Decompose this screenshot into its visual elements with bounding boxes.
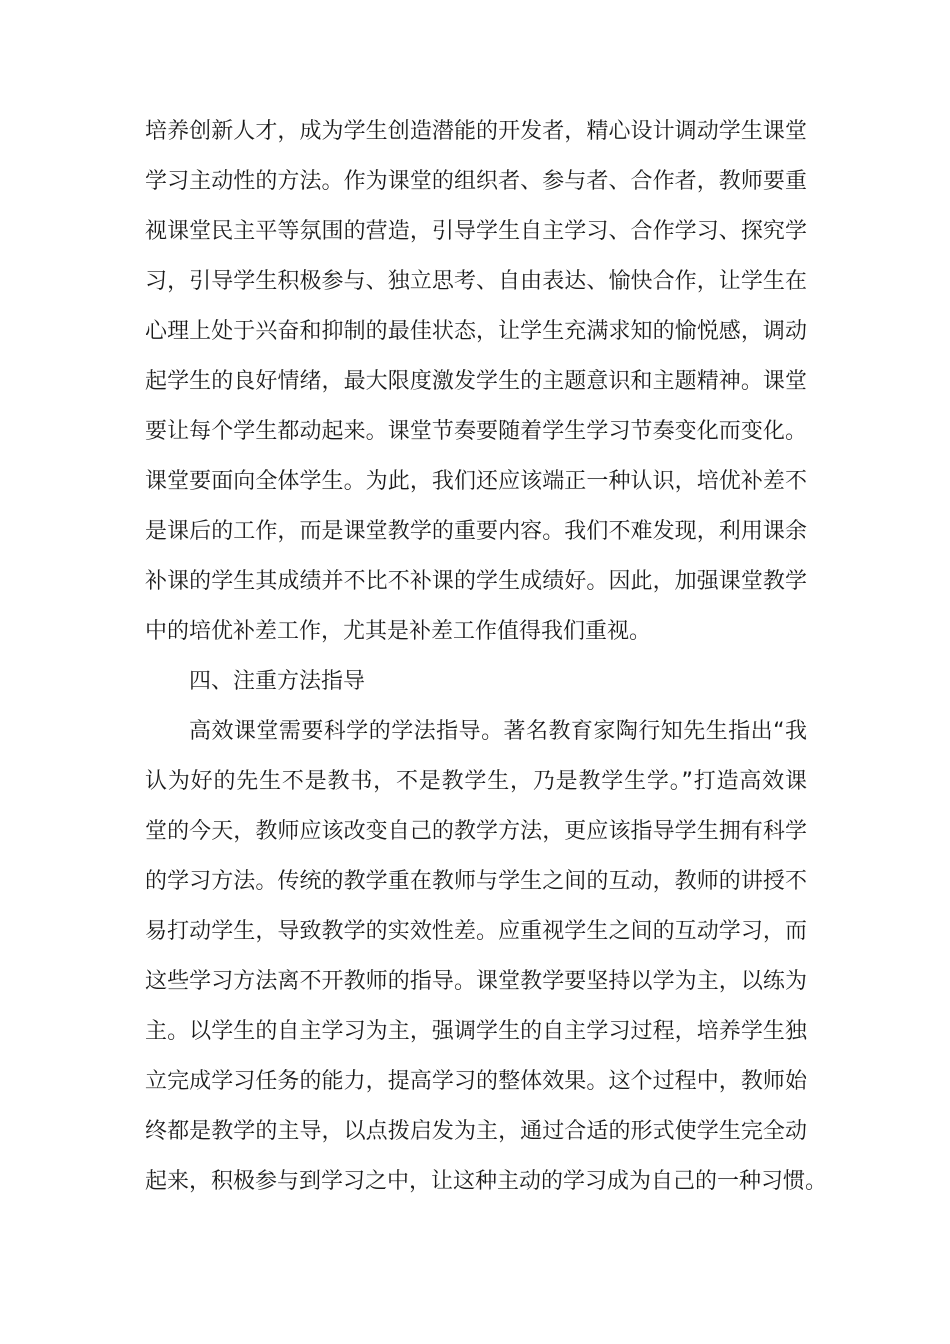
paragraph-1-line: 习，引导学生积极参与、独立思考、自由表达、愉快合作，让学生在 <box>145 269 807 294</box>
paragraph-1-line: 心理上处于兴奋和抑制的最佳状态，让学生充满求知的愉悦感，调动 <box>145 319 807 344</box>
paragraph-2 <box>145 707 828 1207</box>
paragraph-1 <box>145 107 807 657</box>
paragraph-1-line: 要让每个学生都动起来。课堂节奏要随着学生学习节奏变化而变化。 <box>145 419 807 444</box>
paragraph-1-line: 培养创新人才，成为学生创造潜能的开发者，精心设计调动学生课堂 <box>145 119 807 144</box>
paragraph-1-line: 起学生的良好情绪，最大限度激发学生的主题意识和主题精神。课堂 <box>145 369 807 394</box>
paragraph-2-line: 起来，积极参与到学习之中，让这种主动的学习成为自己的一种习惯。 <box>145 1169 828 1194</box>
paragraph-1-line: 补课的学生其成绩并不比不补课的学生成绩好。因此，加强课堂教学 <box>145 569 807 594</box>
paragraph-1-line: 学习主动性的方法。作为课堂的组织者、参与者、合作者，教师要重 <box>145 169 807 194</box>
paragraph-2-line: 堂的今天，教师应该改变自己的教学方法，更应该指导学生拥有科学 <box>145 819 807 844</box>
paragraph-1-line: 视课堂民主平等氛围的营造，引导学生自主学习、合作学习、探究学 <box>145 219 807 244</box>
paragraph-2-line: 终都是教学的主导，以点拨启发为主，通过合适的形式使学生完全动 <box>145 1119 807 1144</box>
document-body <box>145 107 828 1207</box>
paragraph-2-line: 的学习方法。传统的教学重在教师与学生之间的互动，教师的讲授不 <box>145 869 807 894</box>
section-heading: 四、注重方法指导 <box>189 669 366 694</box>
paragraph-2-line: 高效课堂需要科学的学法指导。著名教育家陶行知先生指出“我 <box>189 719 807 744</box>
paragraph-2-line: 立完成学习任务的能力，提高学习的整体效果。这个过程中，教师始 <box>145 1069 807 1094</box>
paragraph-1-line: 课堂要面向全体学生。为此，我们还应该端正一种认识，培优补差不 <box>145 469 807 494</box>
paragraph-1-line: 中的培优补差工作，尤其是补差工作值得我们重视。 <box>145 619 652 644</box>
paragraph-2-line: 认为好的先生不是教书，不是教学生，乃是教学生学。”打造高效课 <box>145 769 807 794</box>
paragraph-2-line: 易打动学生，导致教学的实效性差。应重视学生之间的互动学习，而 <box>145 919 807 944</box>
paragraph-1-line: 是课后的工作，而是课堂教学的重要内容。我们不难发现，利用课余 <box>145 519 807 544</box>
paragraph-2-line: 这些学习方法离不开教师的指导。课堂教学要坚持以学为主，以练为 <box>145 969 807 994</box>
paragraph-2-line: 主。以学生的自主学习为主，强调学生的自主学习过程，培养学生独 <box>145 1019 807 1044</box>
